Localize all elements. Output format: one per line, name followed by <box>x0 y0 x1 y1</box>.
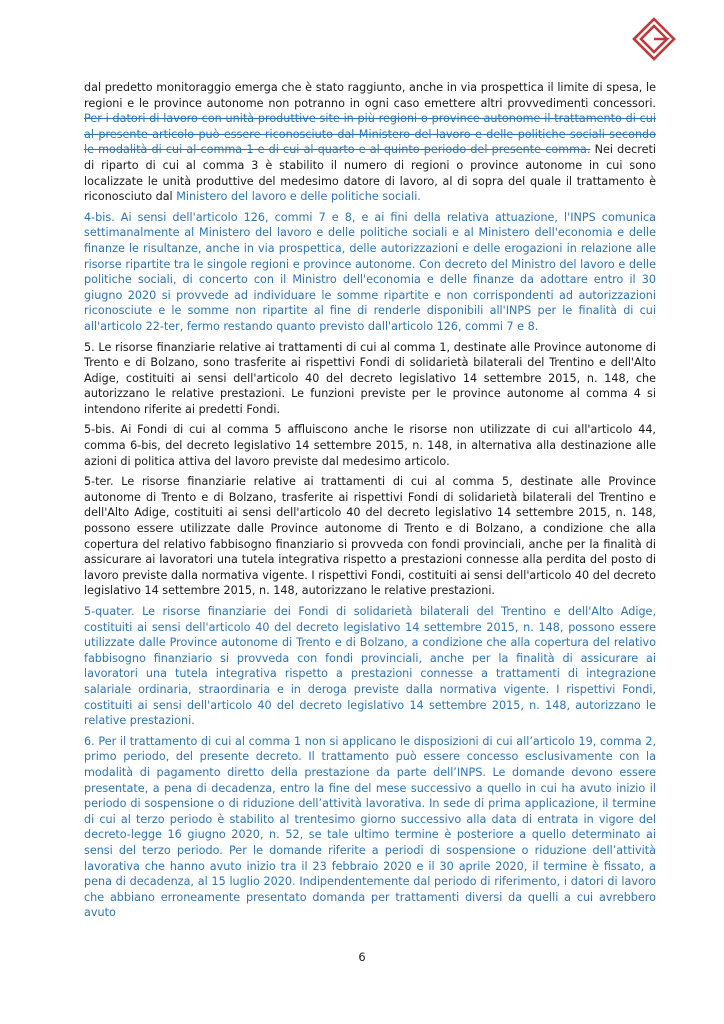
deleted-text-segment: Per i datori di lavoro con unità produttive site in più regioni o province autonome il trattamento di cui al presente articolo può essere riconosciuto dal Ministero del lavoro e delle politiche sociali secondo le modalità di cui al comma 1 e di cui al quarto e al quinto periodo del presente comma. <box>84 112 656 157</box>
paragraph-comma-5: 5. Le risorse finanziarie relative ai trattamenti di cui al comma 1, destinate alle Province autonome di Trento e di Bolzano, sono trasferite ai rispettivi Fondi di solidarietà bilaterali del Trentino e dell'Alto Adige, costituiti ai sensi dell'articolo 40 del decreto legislativo 14 settembre 2015, n. 148, che autorizzano le relative prestazioni. Le funzioni previste per le province autonome al comma 4 si intendono riferite ai predetti Fondi. <box>84 340 656 416</box>
paragraph-comma-5-bis: 5-bis. Ai Fondi di cui al comma 5 affluiscono anche le risorse non utilizzate di cui all'articolo 44, comma 6-bis, del decreto legislativo 14 settembre 2015, n. 148, in alternativa alla destinazione alle azioni di politica attiva del lavoro previste dal medesimo articolo. <box>84 423 656 468</box>
text-segment: dal predetto monitoraggio emerga che è stato raggiunto, anche in via prospettica il limite di spesa, le regioni e le province autonome non potranno in ogni caso emettere altri provvedimenti concessori. <box>84 81 656 110</box>
logo-icon <box>632 17 676 61</box>
paragraph-comma-4-bis: 4-bis. Ai sensi dell'articolo 126, commi 7 e 8, e ai fini della relativa attuazione, l'INPS comunica settimanalmente al Ministero del lavoro e delle politiche sociali e al Ministero dell'economia e delle finanze le risultanze, anche in via prospettica, delle autorizzazioni e delle erogazioni in relazione alle risorse ripartite tra le singole regioni e province autonome. Con decreto del Ministro del lavoro e delle politiche sociali, di concerto con il Ministro dell'economia e delle finanze da adottare entro il 30 giugno 2020 si provvede ad individuare le somme ripartite e non corrispondenti ad autorizzazioni riconosciute e le somme non ripartite al fine di renderle disponibili all'INPS per le finalità di cui all'articolo 22-ter, fermo restando quanto previsto dall'articolo 126, commi 7 e 8. <box>84 210 656 333</box>
text-segment: Le domande devono essere presentate, a pena di decadenza, entro la fine del mese successivo a quello in cui ha avuto inizio il periodo di sospensione o di riduzione dell’attività lavorativa. In sede di prima applicazione, il termine di cui al terzo periodo è stabilito al trentesimo giorno successivo alla data di entrata in vigore del decreto-legge 16 giugno 2020, n. 52, se tale ultimo termine è posteriore a quello determinato ai sensi del terzo periodo. Per le domande riferite a periodi di sospensione o riduzione dell’attività lavorativa che hanno avuto inizio tra il 23 febbraio 2020 e il 30 aprile 2020, il termine è fissato, a pena di decadenza, al 15 luglio 2020. Indipendentemente dal periodo di riferimento, i datori di lavoro che abbiano erroneamente presentato domanda per trattamenti diversi da quelli a cui avrebbero avuto <box>84 765 656 920</box>
document-body <box>84 80 656 926</box>
paragraph-comma-6 <box>84 734 656 921</box>
paragraph-comma-4-continued <box>84 80 656 205</box>
paragraph-comma-5-ter: 5-ter. Le risorse finanziarie relative ai trattamenti di cui al comma 5, destinate alle Province autonome di Trento e di Bolzano, trasferite ai rispettivi Fondi di solidarietà bilaterali del Trentino e dell'Alto Adige, costituiti ai sensi dell'articolo 40 del decreto legislativo 14 settembre 2015, n. 148, possono essere utilizzate dalle Province autonome di Trento e di Bolzano, a condizione che alla copertura del relativo fabbisogno finanziario si provveda con fondi provinciali, anche per la finalità di assicurare ai lavoratori una tutela integrativa rispetto a prestazioni connesse alla perdita del posto di lavoro previste dalla normativa vigente. I rispettivi Fondi, costituiti ai sensi dell'articolo 40 del decreto legislativo 14 settembre 2015, n. 148, autorizzano le relative prestazioni. <box>84 475 656 598</box>
paragraph-comma-5-quater: 5-quater. Le risorse finanziarie dei Fondi di solidarietà bilaterali del Trentino e dell'Alto Adige, costituiti ai sensi dell'articolo 40 del decreto legislativo 14 settembre 2015, n. 148, possono essere utilizzate dalle Province autonome di Trento e di Bolzano, a condizione che alla copertura del relativo fabbisogno finanziario si provveda con fondi provinciali, anche per la finalità di assicurare ai lavoratori una tutela integrativa rispetto a prestazioni connesse a trattamenti di integrazione salariale ordinaria, straordinaria e in deroga previste dalla normativa vigente. I rispettivi Fondi, costituiti ai sensi dell'articolo 40 del decreto legislativo 14 settembre 2015, n. 148, autorizzano le relative prestazioni. <box>84 605 656 728</box>
text-segment: 6. Per il trattamento di cui al comma 1 non si applicano le disposizioni di cui all’articolo 19, comma 2, primo periodo, del presente decreto. Il trattamento può essere concesso esclusivamente con la modalità di pagamento diretto della prestazione da parte dell’INPS. <box>84 734 656 779</box>
text-segment: Nei decreti di riparto di cui al comma 3 è stabilito il numero di regioni o province autonome in cui sono localizzate le unità produttive del medesimo datore di lavoro, al di sopra del quale il trattamento è riconosciuto dal <box>84 143 656 204</box>
amended-text-segment: Ministero del lavoro e delle politiche sociali. <box>176 190 421 204</box>
page-number: 6 <box>358 950 366 964</box>
